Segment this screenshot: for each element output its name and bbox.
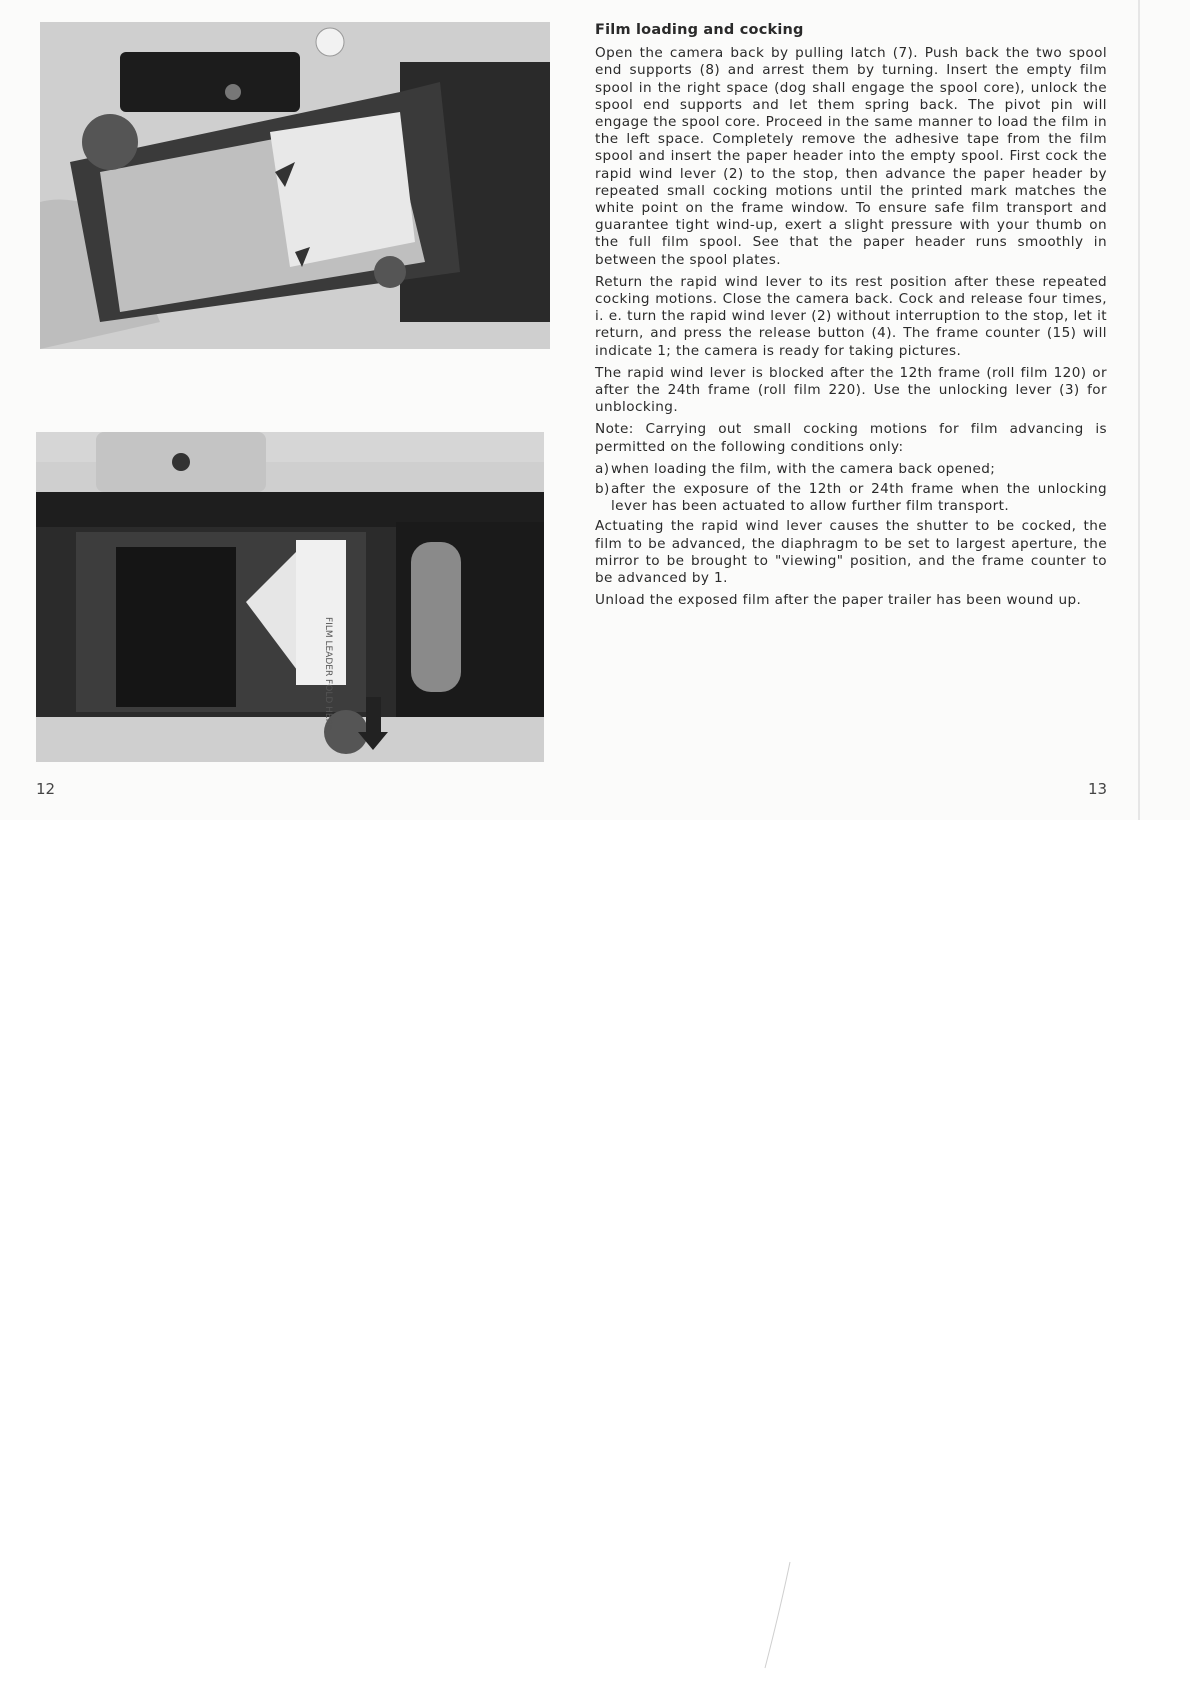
photo-camera-loading-top xyxy=(40,22,550,349)
paragraph: Note: Carrying out small cocking motions for film advancing is permitted on the following conditions only: xyxy=(595,421,1107,455)
paragraph: Unload the exposed film after the paper trailer has been wound up. xyxy=(595,592,1082,609)
film-leader-print: FILM LEADER FOLD HERE xyxy=(323,617,333,731)
list-item-label: b) xyxy=(595,481,610,498)
list-item-text: when loading the film, with the camera back opened; xyxy=(611,460,996,477)
paragraph: Return the rapid wind lever to its rest position after these repeated cocking motions. Close the camera back. Cock and release four times, i. e. turn the rapid wind lever (2) without interruption to the stop, let it return, and press the release button (4). The frame counter (15) will indicate 1; the camera is ready for taking pictures. xyxy=(595,273,1107,359)
photo-camera-open-back xyxy=(36,432,544,762)
stray-pen-mark xyxy=(760,1560,800,1670)
page-number-left: 12 xyxy=(36,780,56,798)
camera-open-illustration xyxy=(36,432,544,762)
camera-top-illustration xyxy=(40,22,550,349)
paragraph: Open the camera back by pulling latch (7). Push back the two spool end supports (8) and arrest them by turning. Insert the empty film spool in the right space (dog shall engage the spool core), unlock the spool end supports and let them spring back. The pivot pin will engage the spool core. Proceed in the same manner to load the film in the left space. Completely remove the adhesive tape from the film spool and insert the paper header into the empty spool. First cock the rapid wind lever (2) to the stop, then advance the paper header by repeated small cocking motions until the printed mark matches the white point on the frame window. To ensure safe film transport and guarantee tight wind-up, exert a slight pressure with your thumb on the full film spool. See that the paper header runs smoothly in between the spool plates. xyxy=(595,45,1107,268)
section-heading: Film loading and cocking xyxy=(595,22,804,38)
list-item xyxy=(595,481,1107,515)
list-item xyxy=(595,461,1107,478)
paragraph: Actuating the rapid wind lever causes the shutter to be cocked, the film to be advanced, the diaphragm to be set to largest aperture, the mirror to be brought to "viewing" position, and the frame counter to be advanced by 1. xyxy=(595,518,1107,587)
list-item-text: after the exposure of the 12th or 24th frame when the unlocking lever has been actuated to allow further film transport. xyxy=(611,481,1107,515)
page-edge xyxy=(1138,0,1140,820)
list-item-label: a) xyxy=(595,460,610,477)
page-number-right: 13 xyxy=(1088,780,1108,798)
text-column xyxy=(595,22,1107,615)
manual-spread xyxy=(0,0,1190,820)
paragraph: The rapid wind lever is blocked after the 12th frame (roll film 120) or after the 24th frame (roll film 220). Use the unlocking lever (3) for unblocking. xyxy=(595,364,1107,416)
